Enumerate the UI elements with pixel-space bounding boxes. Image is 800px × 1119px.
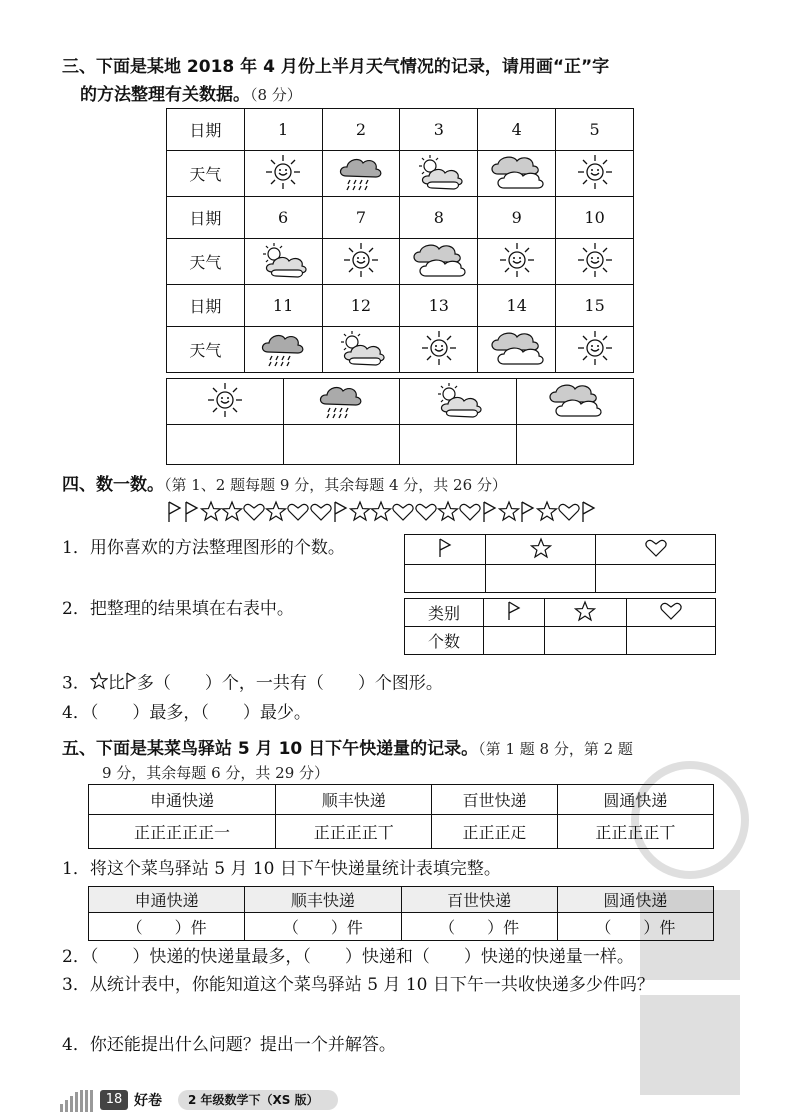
weather-cell	[400, 239, 478, 285]
flag-icon	[183, 500, 201, 528]
summary-sun-tally-cell[interactable]	[167, 425, 284, 465]
tally-company-header: 圆通快递	[557, 785, 713, 815]
weather-cell	[478, 151, 556, 197]
date-cell: 8	[400, 197, 478, 239]
date-cell: 15	[556, 285, 634, 327]
shape-sequence	[166, 500, 597, 526]
q3-number: 3．	[62, 673, 90, 694]
partly-icon	[414, 152, 464, 196]
weather-label: 天气	[167, 239, 245, 285]
sec4-score: （第 1、2 题每题 9 分，其余每题 4 分，共 26 分）	[164, 476, 507, 494]
date-cell: 5	[556, 109, 634, 151]
star-icon	[574, 600, 596, 626]
q2-flag-count[interactable]	[484, 627, 545, 655]
sec3-title-text: 的方法整理有关数据。	[80, 85, 250, 105]
q2-flag-header	[484, 599, 545, 627]
date-cell: 12	[322, 285, 400, 327]
star-icon	[221, 500, 243, 528]
weather-cell	[244, 151, 322, 197]
heart-icon	[309, 500, 333, 528]
weather-cell	[478, 239, 556, 285]
count-company-header: 顺丰快递	[245, 887, 401, 913]
q2-count-label: 个数	[405, 627, 484, 655]
q2-star-count[interactable]	[544, 627, 626, 655]
date-cell: 7	[322, 197, 400, 239]
weather-cell	[322, 151, 400, 197]
flag-icon	[166, 500, 184, 528]
date-cell: 2	[322, 109, 400, 151]
weather-cell	[400, 327, 478, 373]
footer-bars	[60, 1088, 100, 1112]
sec4-title: 四、数一数。	[62, 475, 164, 495]
count-blank-cell[interactable]: （ ）件	[401, 913, 557, 941]
flag-icon	[580, 500, 598, 528]
heart-icon	[557, 500, 581, 528]
sec4-q2: 2．把整理的结果填在右表中。	[62, 599, 294, 619]
date-label: 日期	[167, 109, 245, 151]
summary-rain-header	[283, 379, 400, 425]
cloud-icon	[488, 152, 546, 196]
heart-icon	[659, 601, 683, 625]
rain-icon	[258, 328, 308, 372]
cloud-icon	[488, 328, 546, 372]
date-cell: 10	[556, 197, 634, 239]
flag-icon	[519, 500, 537, 528]
star-icon	[265, 500, 287, 528]
sec4-q3	[62, 672, 443, 696]
rain-icon	[316, 380, 366, 424]
footer-book-title: 2 年级数学下（XS 版）	[178, 1090, 338, 1110]
date-row	[167, 197, 634, 239]
date-row	[167, 109, 634, 151]
count-blank-cell[interactable]: （ ）件	[89, 913, 245, 941]
star-icon	[90, 672, 108, 696]
weather-cell	[556, 239, 634, 285]
sun-icon	[339, 240, 383, 284]
summary-sun-header	[167, 379, 284, 425]
sec5-q4: 4．你还能提出什么问题？提出一个并解答。	[62, 1035, 396, 1055]
sec4-title-line	[62, 474, 507, 496]
q1-star-header	[486, 535, 596, 565]
date-cell: 3	[400, 109, 478, 151]
summary-partly-tally-cell[interactable]	[400, 425, 517, 465]
weather-cell	[244, 239, 322, 285]
flag-icon	[481, 500, 499, 528]
star-icon	[200, 500, 222, 528]
weather-row	[167, 151, 634, 197]
sec5-score-l2: 9 分，其余每题 6 分，共 29 分）	[102, 764, 330, 782]
flag-icon	[332, 500, 350, 528]
weather-cell	[478, 327, 556, 373]
weather-label: 天气	[167, 151, 245, 197]
heart-icon	[414, 500, 438, 528]
star-icon	[530, 537, 552, 563]
tally-company-header: 顺丰快递	[276, 785, 432, 815]
summary-cloud-tally-cell[interactable]	[517, 425, 634, 465]
flag-icon	[506, 600, 522, 626]
partly-icon	[433, 380, 483, 424]
date-cell: 14	[478, 285, 556, 327]
count-blank-cell[interactable]: （ ）件	[245, 913, 401, 941]
weather-cell	[400, 151, 478, 197]
sec3-title-line1: 三、下面是某地 2018 年 4 月份上半月天气情况的记录，请用画“正”字	[62, 57, 610, 77]
summary-partly-header	[400, 379, 517, 425]
sun-icon	[573, 328, 617, 372]
date-row	[167, 285, 634, 327]
sec5-q1: 1．将这个菜鸟驿站 5 月 10 日下午快递量统计表填完整。	[62, 859, 501, 879]
weather-label: 天气	[167, 327, 245, 373]
sec5-q2: 2．（ ）快递的快递量最多，（ ）快递和（ ）快递的快递量一样。	[62, 947, 634, 967]
partly-icon	[258, 240, 308, 284]
sec3-score: （8 分）	[250, 86, 302, 104]
weather-row	[167, 327, 634, 373]
cloud-icon	[410, 240, 468, 284]
q3-compare: 比	[107, 673, 125, 694]
tally-cell: 正正正正正一	[89, 815, 276, 849]
date-cell: 4	[478, 109, 556, 151]
sec5-title: 五、下面是某菜鸟驿站 5 月 10 日下午快递量的记录。	[62, 739, 479, 759]
sun-icon	[573, 152, 617, 196]
star-icon	[536, 500, 558, 528]
tally-cell: 正正正𤴓	[432, 815, 557, 849]
heart-icon	[391, 500, 415, 528]
sun-icon	[495, 240, 539, 284]
date-label: 日期	[167, 285, 245, 327]
sun-icon	[203, 380, 247, 424]
q2-star-header	[544, 599, 626, 627]
date-label: 日期	[167, 197, 245, 239]
summary-rain-tally-cell[interactable]	[283, 425, 400, 465]
q1-table	[404, 534, 716, 593]
heart-icon	[286, 500, 310, 528]
heart-icon	[644, 538, 668, 562]
weather-cell	[244, 327, 322, 373]
sec5-title-line	[62, 738, 633, 760]
weather-cell	[322, 327, 400, 373]
count-company-header: 申通快递	[89, 887, 245, 913]
q1-flag-cell[interactable]	[405, 565, 486, 593]
summary-cloud-header	[517, 379, 634, 425]
tally-company-header: 申通快递	[89, 785, 276, 815]
date-cell: 13	[400, 285, 478, 327]
date-cell: 6	[244, 197, 322, 239]
q2-heart-count[interactable]	[626, 627, 715, 655]
rain-icon	[336, 152, 386, 196]
count-company-header: 圆通快递	[557, 887, 713, 913]
star-icon	[498, 500, 520, 528]
star-icon	[437, 500, 459, 528]
sec4-q1: 1．用你喜欢的方法整理图形的个数。	[62, 538, 345, 558]
sec5-score-l1: （第 1 题 8 分，第 2 题	[478, 740, 633, 758]
sec3-title-line2	[80, 84, 302, 106]
q2-heart-header	[626, 599, 715, 627]
date-cell: 1	[244, 109, 322, 151]
weather-cell	[556, 327, 634, 373]
star-icon	[370, 500, 392, 528]
page-number: 18	[100, 1090, 128, 1110]
tally-company-header: 百世快递	[432, 785, 557, 815]
q2-category-label: 类别	[405, 599, 484, 627]
weather-cell	[322, 239, 400, 285]
q1-heart-cell[interactable]	[596, 565, 716, 593]
watermark	[620, 760, 760, 1100]
footer-brand: 好卷	[134, 1093, 162, 1109]
count-blank-cell[interactable]: （ ）件	[557, 913, 713, 941]
flag-icon	[437, 537, 453, 563]
date-cell: 9	[478, 197, 556, 239]
sun-icon	[261, 152, 305, 196]
cloud-icon	[546, 380, 604, 424]
weather-summary-table	[166, 378, 634, 465]
tally-cell: 正正正正丅	[276, 815, 432, 849]
sun-icon	[417, 328, 461, 372]
weather-table	[166, 108, 634, 373]
weather-cell	[556, 151, 634, 197]
q1-star-cell[interactable]	[486, 565, 596, 593]
q1-flag-header	[405, 535, 486, 565]
star-icon	[349, 500, 371, 528]
sec4-q4: 4．（ ）最多，（ ）最少。	[62, 703, 311, 723]
sec5-q3: 3．从统计表中，你能知道这个菜鸟驿站 5 月 10 日下午一共收快递多少件吗？	[62, 975, 654, 995]
count-company-header: 百世快递	[401, 887, 557, 913]
sun-icon	[573, 240, 617, 284]
q3-rest: 多（ ）个，一共有（ ）个图形。	[136, 673, 443, 694]
date-cell: 11	[244, 285, 322, 327]
tally-cell: 正正正正丅	[557, 815, 713, 849]
heart-icon	[242, 500, 266, 528]
q2-table	[404, 598, 716, 655]
weather-row	[167, 239, 634, 285]
flag-icon	[125, 672, 137, 696]
q1-heart-header	[596, 535, 716, 565]
partly-icon	[336, 328, 386, 372]
heart-icon	[458, 500, 482, 528]
